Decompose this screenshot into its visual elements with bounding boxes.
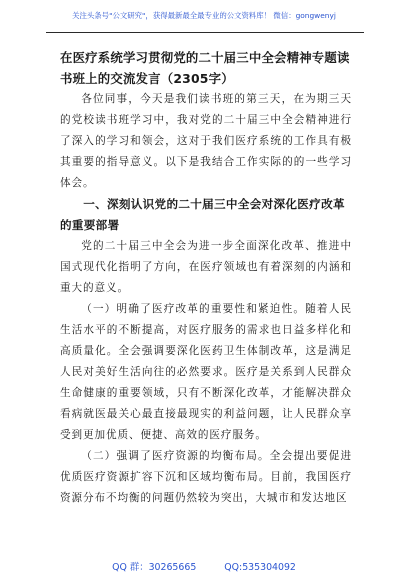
point-2-paragraph: （二）强调了医疗资源的均衡布局。全会提出要促进优质医疗资源扩容下沉和区域均衡布局。目前，我国医疗资源分布不均衡的问题仍然较为突出，大城市和发达地区 (60, 450, 352, 504)
footer-contact (0, 559, 408, 573)
footer-qq: QQ:535304092 (224, 562, 296, 573)
point-1-paragraph: （一）明确了医疗改革的重要性和紧迫性。随着人民生活水平的不断提高，对医疗服务的需求也日益多样化和高质量化。全会强调要深化医药卫生体制改革，这是满足人民对美好生活向往的必然要求。医疗是关系到人民群众生命健康的重要领域，只有不断深化改革，才能解决群众看病就医最关心最直接最现实的利益问题，让人民群众享受到更加优质、便捷、高效的医疗服务。 (60, 303, 352, 441)
header-promo-note: 关注头条号"公文研究"，获得最新最全最专业的公文资料库！ 微信：gongwenyj (72, 11, 336, 20)
section-1-paragraph: 党的二十届三中全会为进一步全面深化改革、推进中国式现代化指明了方向，在医疗领域也有着深刻的内涵和重大的意义。 (60, 240, 352, 294)
section-heading-1: 一、深刻认识党的二十届三中全会对深化医疗改革的重要部署 (60, 197, 345, 232)
document-title: 在医疗系统学习贯彻党的二十届三中全会精神专题读书班上的交流发言（2305字） (60, 50, 350, 86)
header-divider (46, 32, 364, 33)
intro-paragraph: 各位同事，今天是我们读书班的第三天，在为期三天的党校读书班学习中，我对党的二十届三中全会精神进行了深入的学习和领会，这对于我们医疗系统的工作具有极其重要的指导意义。以下是我结合工作实际的的一些学习体会。 (60, 93, 352, 189)
footer-qq-group: QQ 群：30265665 (112, 562, 197, 573)
document-body (60, 47, 352, 509)
